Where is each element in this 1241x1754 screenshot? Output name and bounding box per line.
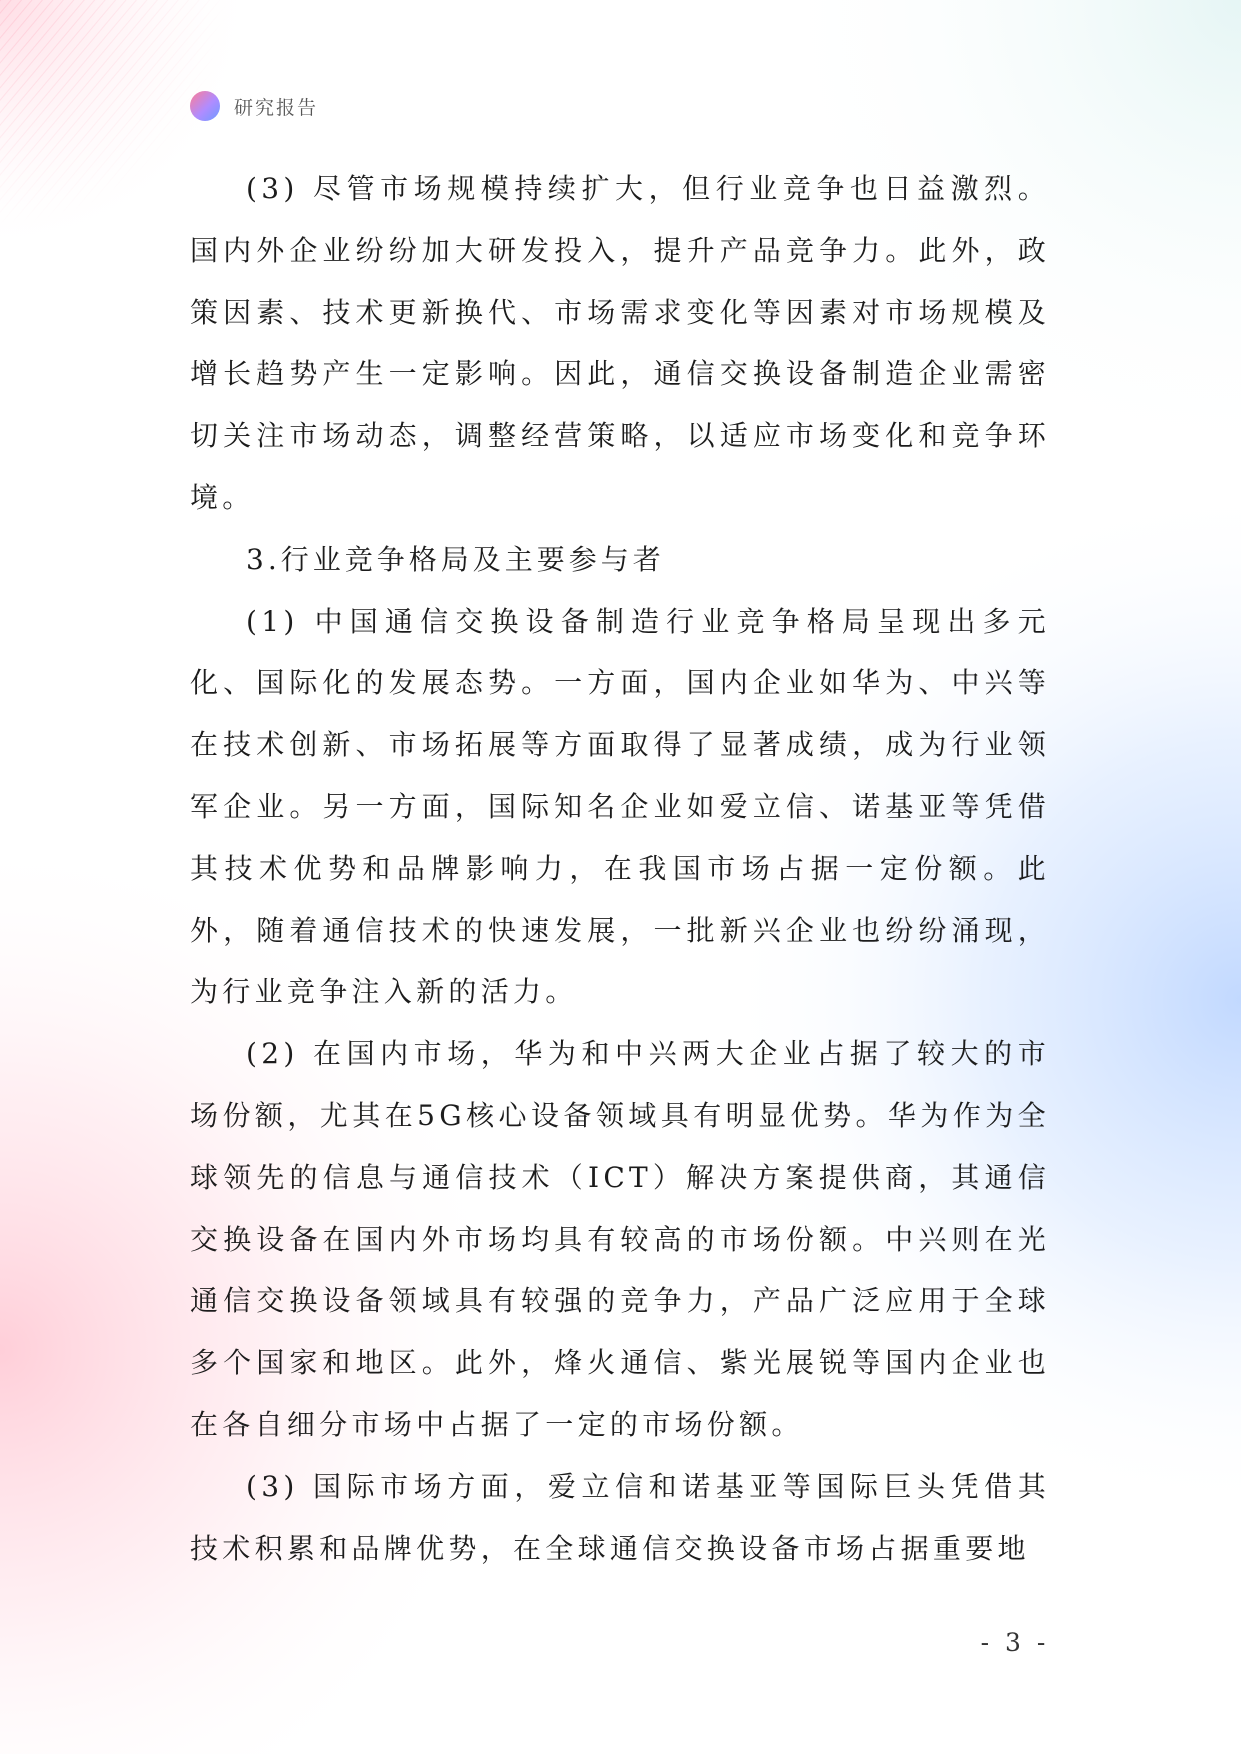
page-number: - 3 - (980, 1628, 1050, 1657)
page-header (190, 90, 318, 122)
section-heading: 3.行业竞争格局及主要参与者 (246, 542, 665, 576)
report-logo-icon (190, 91, 220, 121)
document-body (190, 158, 1050, 1579)
paragraph: (2) 在国内市场，华为和中兴两大企业占据了较大的市场份额，尤其在5G核心设备领域具有明显优势。华为作为全球领先的信息与通信技术（ICT）解决方案提供商，其通信交换设备在国内外市场均具有较高的市场份额。中兴则在光通信交换设备领域具有较强的竞争力，产品广泛应用于全球多个国家和地区。此外，烽火通信、紫光展锐等国内企业也在各自细分市场中占据了一定的市场份额。 (190, 1037, 1050, 1441)
paragraph: (3) 国际市场方面，爱立信和诺基亚等国际巨头凭借其技术积累和品牌优势，在全球通信交换设备市场占据重要地 (190, 1469, 1050, 1565)
paragraph: (1) 中国通信交换设备制造行业竞争格局呈现出多元化、国际化的发展态势。一方面，国内企业如华为、中兴等在技术创新、市场拓展等方面取得了显著成绩，成为行业领军企业。另一方面，国际知名企业如爱立信、诺基亚等凭借其技术优势和品牌影响力，在我国市场占据一定份额。此外，随着通信技术的快速发展，一批新兴企业也纷纷涌现，为行业竞争注入新的活力。 (190, 604, 1050, 1009)
paragraph: (3) 尽管市场规模持续扩大，但行业竞争也日益激烈。国内外企业纷纷加大研发投入，提升产品竞争力。此外，政策因素、技术更新换代、市场需求变化等因素对市场规模及增长趋势产生一定影响。因此，通信交换设备制造企业需密切关注市场动态，调整经营策略，以适应市场变化和竞争环境。 (190, 172, 1050, 514)
header-title: 研究报告 (234, 96, 319, 119)
